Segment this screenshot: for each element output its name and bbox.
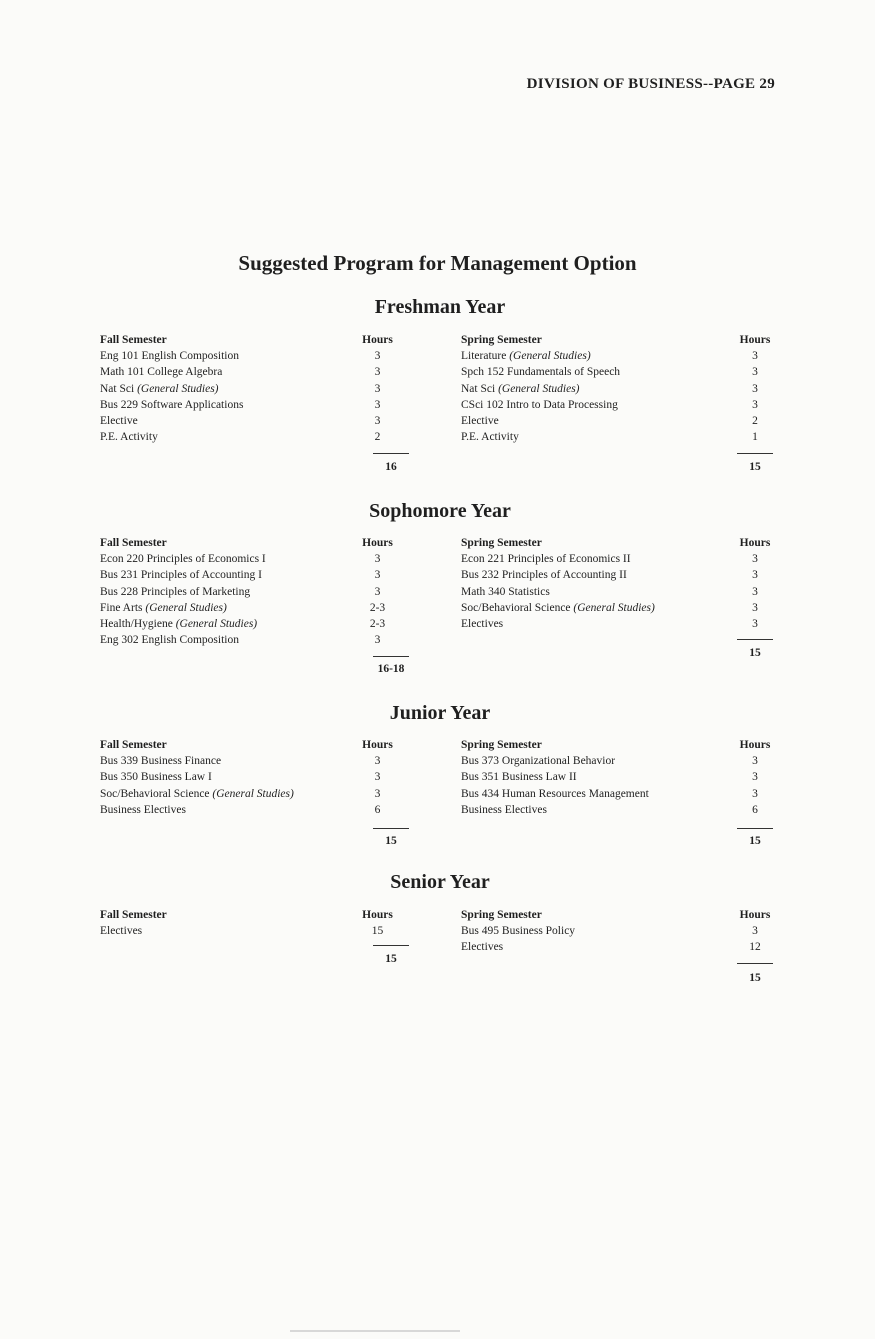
total-rule <box>373 453 409 454</box>
freshman-table <box>100 332 780 444</box>
total-rule <box>373 656 409 657</box>
course-row: Bus 373 Organizational Behavior <box>461 755 616 768</box>
course-row: Nat Sci (General Studies) <box>100 382 219 395</box>
hours-value: 3 <box>374 585 381 598</box>
course-row: Elective <box>100 415 138 428</box>
course-row: Eng 302 English Composition <box>100 634 239 647</box>
spring-total: 15 <box>749 972 761 984</box>
spring-column <box>461 737 741 818</box>
year-title-junior: Junior Year <box>389 702 491 724</box>
hours-value: 3 <box>374 366 381 379</box>
spring-total: 15 <box>749 835 761 847</box>
fall-column <box>100 332 360 445</box>
fall-total: 15 <box>385 835 397 847</box>
hours-header: Hours <box>739 537 771 549</box>
hours-value: 3 <box>374 755 381 768</box>
hours-value: 2 <box>752 415 758 428</box>
course-row: Soc/Behavioral Science (General Studies) <box>461 601 655 614</box>
course-row: Electives <box>461 618 504 631</box>
course-row: CSci 102 Intro to Data Processing <box>461 398 618 411</box>
hours-value: 3 <box>752 755 758 768</box>
hours-value: 3 <box>752 398 758 411</box>
course-row: Eng 101 English Composition <box>100 350 239 363</box>
hours-value: 2-3 <box>369 618 386 631</box>
course-row: Bus 228 Principles of Marketing <box>100 585 251 598</box>
hours-value: 6 <box>374 803 381 816</box>
hours-value: 3 <box>752 771 758 784</box>
hours-value: 3 <box>752 553 758 566</box>
hours-header: Hours <box>362 334 393 346</box>
course-row: Bus 229 Software Applications <box>100 398 244 411</box>
course-row: Elective <box>461 415 499 428</box>
course-row: Nat Sci (General Studies) <box>461 382 580 395</box>
junior-table <box>100 737 780 817</box>
course-row: Bus 350 Business Law I <box>100 771 212 784</box>
total-rule <box>737 639 773 640</box>
spring-column <box>461 332 741 445</box>
hours-value: 3 <box>752 569 758 582</box>
hours-value: 3 <box>374 787 381 800</box>
fall-column <box>100 737 360 818</box>
course-row: Math 101 College Algebra <box>100 366 223 379</box>
hours-value: 3 <box>752 382 758 395</box>
spring-total: 15 <box>749 461 761 473</box>
spring-column <box>461 535 741 632</box>
spring-total: 15 <box>749 647 761 659</box>
hours-value: 2 <box>374 431 381 444</box>
hours-value: 3 <box>752 618 758 631</box>
course-row: P.E. Activity <box>461 431 519 444</box>
total-rule <box>737 828 773 829</box>
year-title-freshman: Freshman Year <box>374 296 506 318</box>
course-row: Bus 434 Human Resources Management <box>461 787 649 800</box>
course-row: P.E. Activity <box>100 431 158 444</box>
course-row: Literature (General Studies) <box>461 350 591 363</box>
scan-edge-mark <box>290 1330 460 1332</box>
fall-hours-column <box>340 535 415 648</box>
spring-hours-column <box>710 332 800 445</box>
spring-header: Spring Semester <box>461 739 542 751</box>
course-row: Math 340 Statistics <box>461 585 550 598</box>
spring-column <box>461 907 741 956</box>
fall-hours-column <box>340 332 415 445</box>
hours-value: 3 <box>374 771 381 784</box>
hours-value: 3 <box>752 366 758 379</box>
year-title-senior: Senior Year <box>390 871 490 893</box>
course-row: Soc/Behavioral Science (General Studies) <box>100 787 294 800</box>
course-row: Business Electives <box>100 803 186 816</box>
hours-value: 2-3 <box>369 601 386 614</box>
total-rule <box>373 828 409 829</box>
fall-hours-column <box>340 907 415 939</box>
hours-value: 3 <box>752 350 758 363</box>
total-rule <box>373 945 409 946</box>
course-row: Health/Hygiene (General Studies) <box>100 618 258 631</box>
hours-header: Hours <box>362 537 393 549</box>
course-row: Bus 495 Business Policy <box>461 925 576 938</box>
course-row: Econ 220 Principles of Economics I <box>100 553 266 566</box>
spring-header: Spring Semester <box>461 537 542 549</box>
hours-value: 3 <box>374 569 381 582</box>
fall-column <box>100 907 360 939</box>
hours-value: 1 <box>752 431 758 444</box>
hours-value: 3 <box>752 787 758 800</box>
fall-header: Fall Semester <box>100 537 167 549</box>
hours-value: 3 <box>752 601 758 614</box>
hours-header: Hours <box>362 909 393 921</box>
hours-value: 15 <box>371 925 384 938</box>
fall-header: Fall Semester <box>100 909 167 921</box>
hours-value: 3 <box>374 553 381 566</box>
hours-value: 3 <box>374 398 381 411</box>
total-rule <box>737 963 773 964</box>
page-header: DIVISION OF BUSINESS--PAGE 29 <box>526 76 775 92</box>
senior-table <box>100 907 780 957</box>
fall-column <box>100 535 360 648</box>
hours-value: 3 <box>374 415 381 428</box>
hours-value: 3 <box>374 350 381 363</box>
hours-header: Hours <box>739 334 771 346</box>
hours-header: Hours <box>739 909 771 921</box>
hours-value: 3 <box>752 925 758 938</box>
fall-header: Fall Semester <box>100 739 167 751</box>
course-row: Business Electives <box>461 803 547 816</box>
fall-total: 16-18 <box>377 663 405 675</box>
course-row: Econ 221 Principles of Economics II <box>461 553 631 566</box>
spring-header: Spring Semester <box>461 909 542 921</box>
course-row: Electives <box>100 925 143 938</box>
fall-hours-column <box>340 737 415 818</box>
hours-value: 3 <box>752 585 758 598</box>
total-rule <box>737 453 773 454</box>
spring-hours-column <box>710 907 800 956</box>
spring-hours-column <box>710 737 800 818</box>
course-row: Fine Arts (General Studies) <box>100 601 227 614</box>
course-row: Bus 231 Principles of Accounting I <box>100 569 262 582</box>
fall-header: Fall Semester <box>100 334 167 346</box>
course-row: Electives <box>461 941 504 954</box>
hours-value: 6 <box>752 803 758 816</box>
sophomore-table <box>100 535 780 645</box>
course-row: Spch 152 Fundamentals of Speech <box>461 366 621 379</box>
spring-hours-column <box>710 535 800 632</box>
year-title-sophomore: Sophomore Year <box>369 500 511 522</box>
course-row: Bus 351 Business Law II <box>461 771 577 784</box>
hours-header: Hours <box>362 739 393 751</box>
fall-total: 16 <box>385 461 397 473</box>
course-row: Bus 339 Business Finance <box>100 755 222 768</box>
hours-header: Hours <box>739 739 771 751</box>
spring-header: Spring Semester <box>461 334 542 346</box>
hours-value: 12 <box>749 941 761 954</box>
hours-value: 3 <box>374 382 381 395</box>
fall-total: 15 <box>385 953 397 965</box>
page-title: Suggested Program for Management Option <box>238 251 637 275</box>
course-row: Bus 232 Principles of Accounting II <box>461 569 627 582</box>
hours-value: 3 <box>374 634 381 647</box>
